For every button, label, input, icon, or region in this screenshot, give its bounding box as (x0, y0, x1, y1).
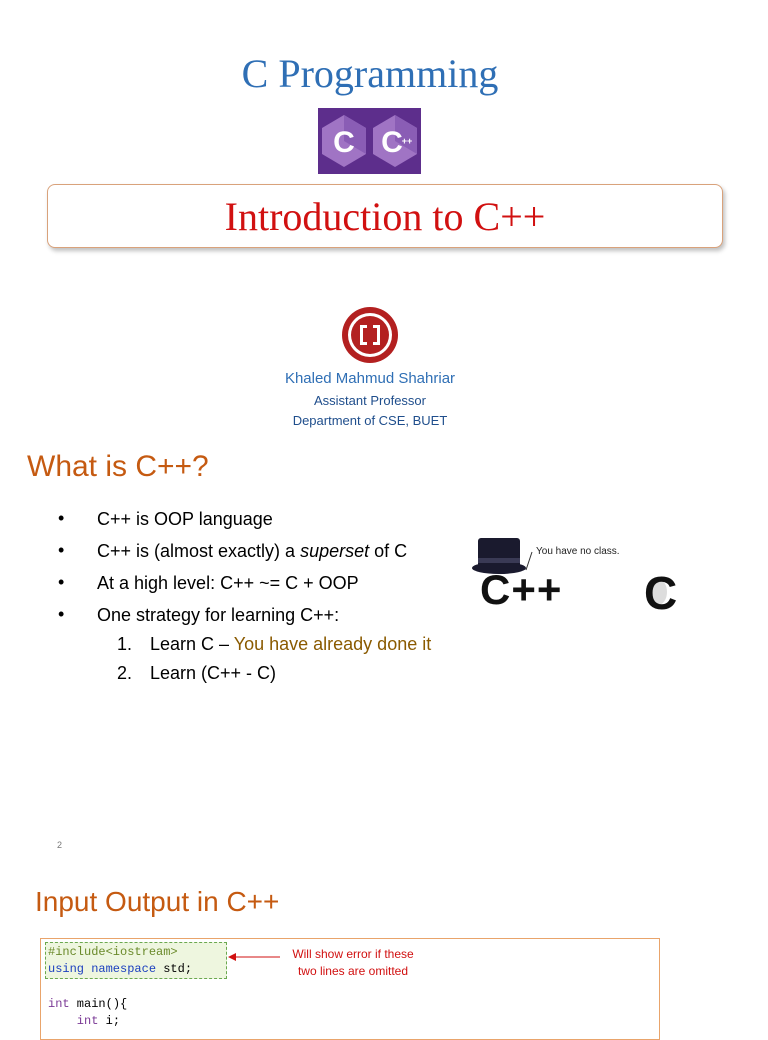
intro-title: Introduction to C++ (224, 194, 546, 239)
bullet-superset-tail: of C (369, 541, 408, 561)
code-line-main (48, 997, 127, 1011)
annotation-note (278, 946, 428, 980)
logo-cpp-plus: ++ (401, 136, 413, 146)
bullet-oop: C++ is OOP language (97, 509, 273, 529)
step-learn-c-text: Learn C – (150, 634, 234, 654)
c-cpp-logo (318, 108, 421, 174)
bullet-dot: • (58, 540, 65, 560)
code-text: std; (156, 962, 193, 976)
university-seal-icon (341, 306, 399, 364)
step-number: 2. (117, 663, 133, 683)
annotation-line-1: Will show error if these (292, 947, 414, 961)
logo-c-letter: C (333, 126, 355, 159)
bullet-superset-lead: C++ is (almost exactly) a (97, 541, 301, 561)
code-keyword: int (48, 1014, 99, 1028)
intro-title-box (47, 184, 723, 248)
arrow-left-icon (228, 952, 280, 962)
annotation-line-2: two lines are omitted (297, 964, 409, 978)
bullet-superset-emphasis: superset (300, 541, 370, 561)
bullet-dot: • (58, 572, 65, 592)
author-name: Khaled Mahmud Shahriar (284, 370, 456, 387)
step-learn-c (150, 634, 431, 655)
logo-cpp-letter: C (381, 126, 403, 159)
cpp-hexagon-icon (372, 114, 418, 168)
step-learn-c-highlight: You have already done it (233, 634, 432, 654)
section-title-what-is-cpp: What is C++? (27, 450, 209, 483)
code-line-include: #include<iostream> (48, 945, 178, 959)
bullet-dot: • (58, 508, 65, 528)
slide-number: 2 (57, 840, 63, 850)
course-title: C Programming (241, 51, 499, 96)
meme-c-label: C (644, 567, 678, 619)
bullet-strategy: One strategy for learning C++: (97, 605, 340, 625)
meme-cpp-label: C++ (480, 566, 563, 613)
bullet-superset (97, 541, 407, 562)
bullet-high-level: At a high level: C++ ~= C + OOP (97, 573, 359, 593)
code-text: main(){ (69, 997, 128, 1011)
bullet-dot: • (58, 604, 65, 624)
author-department: Department of CSE, BUET (292, 413, 448, 428)
code-line-decl (48, 1014, 120, 1028)
c-hexagon-icon (321, 114, 367, 168)
author-role: Assistant Professor (314, 393, 426, 408)
code-text: i; (98, 1014, 121, 1028)
code-keyword: using namespace (48, 962, 157, 976)
step-number: 1. (117, 634, 133, 654)
code-line-using (48, 962, 192, 976)
section-title-input-output: Input Output in C++ (35, 886, 280, 917)
meme-caption: You have no class. (536, 546, 620, 557)
code-keyword: int (48, 997, 70, 1011)
step-learn-diff: Learn (C++ - C) (150, 663, 277, 683)
